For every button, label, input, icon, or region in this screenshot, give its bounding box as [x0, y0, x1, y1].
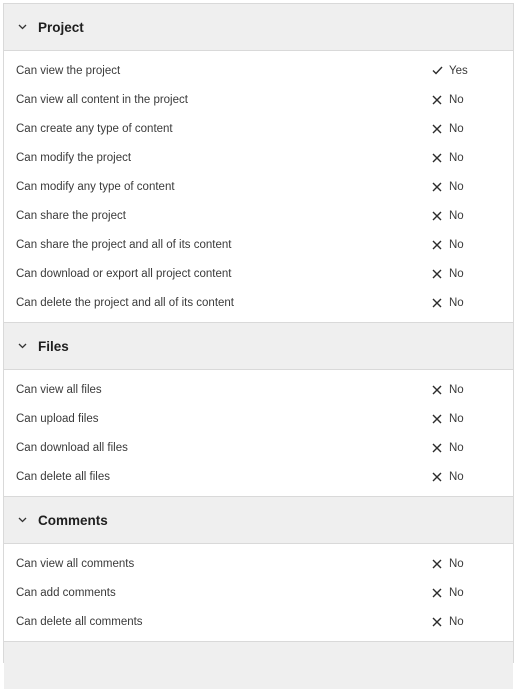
permission-row: [4, 549, 513, 578]
x-icon: [431, 413, 443, 425]
permission-row: [4, 201, 513, 230]
permission-label: Can upload files: [16, 412, 99, 425]
x-icon: [431, 210, 443, 222]
permission-value: [431, 181, 501, 193]
x-icon: [431, 94, 443, 106]
status-text: No: [449, 383, 464, 396]
status-text: No: [449, 412, 464, 425]
x-icon: [431, 558, 443, 570]
permission-row: [4, 259, 513, 288]
section-title: Project: [38, 19, 84, 35]
status-text: No: [449, 151, 464, 164]
permission-value: [431, 94, 501, 106]
chevron-down-icon: [17, 515, 27, 525]
status-text: No: [449, 296, 464, 309]
status-text: No: [449, 267, 464, 280]
status-text: No: [449, 209, 464, 222]
permission-row: [4, 375, 513, 404]
status-text: No: [449, 615, 464, 628]
permission-label: Can view all content in the project: [16, 93, 188, 106]
status-text: No: [449, 93, 464, 106]
permission-value: [431, 297, 501, 309]
permission-label: Can delete the project and all of its content: [16, 296, 235, 309]
permissions-panel: [3, 3, 514, 663]
permission-value: [431, 471, 501, 483]
permission-value: [431, 616, 501, 628]
permission-label: Can share the project: [16, 209, 126, 222]
permission-list: [4, 544, 513, 642]
permission-value: [431, 413, 501, 425]
permission-label: Can modify any type of content: [16, 180, 175, 193]
permission-row: [4, 578, 513, 607]
status-text: No: [449, 122, 464, 135]
permission-label: Can download all files: [16, 441, 128, 454]
section-title: Files: [38, 338, 69, 354]
permission-label: Can delete all comments: [16, 615, 143, 628]
status-text: No: [449, 180, 464, 193]
permission-row: [4, 404, 513, 433]
x-icon: [431, 297, 443, 309]
permission-row: [4, 607, 513, 636]
x-icon: [431, 616, 443, 628]
x-icon: [431, 587, 443, 599]
permission-value: [431, 587, 501, 599]
permission-value: [431, 558, 501, 570]
permission-label: Can create any type of content: [16, 122, 173, 135]
section-header-project[interactable]: [4, 4, 513, 51]
status-text: No: [449, 557, 464, 570]
permission-value: [431, 384, 501, 396]
permission-row: [4, 56, 513, 85]
permission-row: [4, 288, 513, 317]
x-icon: [431, 442, 443, 454]
permission-label: Can share the project and all of its content: [16, 238, 232, 251]
check-icon: [431, 65, 443, 77]
permission-label: Can view all comments: [16, 557, 135, 570]
permission-label: Can view the project: [16, 64, 121, 77]
permission-label: Can download or export all project content: [16, 267, 232, 280]
permission-label: Can view all files: [16, 383, 102, 396]
status-text: No: [449, 238, 464, 251]
permission-row: [4, 433, 513, 462]
permission-row: [4, 172, 513, 201]
x-icon: [431, 123, 443, 135]
permission-value: [431, 239, 501, 251]
permission-label: Can add comments: [16, 586, 116, 599]
x-icon: [431, 181, 443, 193]
section-header-comments[interactable]: [4, 497, 513, 544]
permission-value: [431, 123, 501, 135]
x-icon: [431, 268, 443, 280]
permission-label: Can modify the project: [16, 151, 132, 164]
x-icon: [431, 239, 443, 251]
status-text: No: [449, 441, 464, 454]
x-icon: [431, 384, 443, 396]
permission-value: [431, 65, 501, 77]
permission-value: [431, 442, 501, 454]
permission-value: [431, 268, 501, 280]
chevron-down-icon: [17, 22, 27, 32]
section-header-files[interactable]: [4, 323, 513, 370]
status-text: No: [449, 586, 464, 599]
section-header-next[interactable]: [4, 642, 513, 689]
permission-row: [4, 462, 513, 491]
x-icon: [431, 152, 443, 164]
permission-value: [431, 210, 501, 222]
permission-row: [4, 230, 513, 259]
status-text: Yes: [449, 64, 468, 77]
permission-row: [4, 114, 513, 143]
status-text: No: [449, 470, 464, 483]
permission-row: [4, 143, 513, 172]
permission-value: [431, 152, 501, 164]
permission-list: [4, 51, 513, 323]
chevron-down-icon: [17, 341, 27, 351]
section-title: Comments: [38, 512, 108, 528]
permission-list: [4, 370, 513, 497]
x-icon: [431, 471, 443, 483]
permission-row: [4, 85, 513, 114]
permission-label: Can delete all files: [16, 470, 110, 483]
